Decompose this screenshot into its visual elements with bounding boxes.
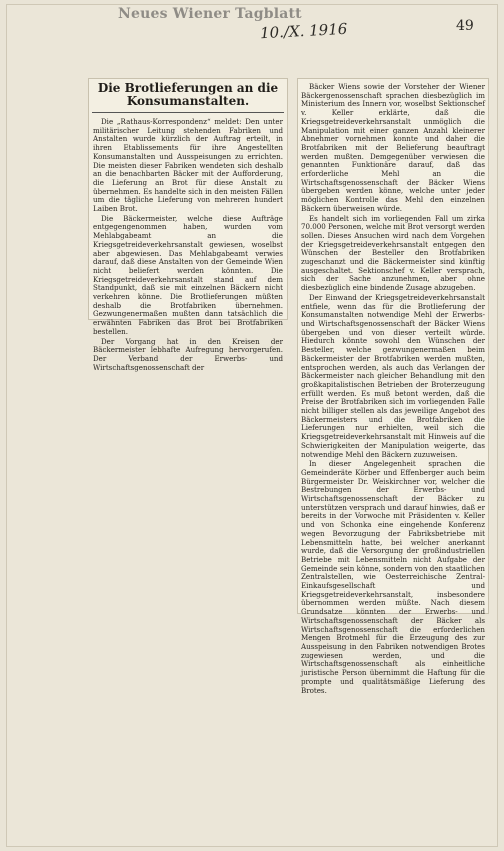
right-paragraph: Der Einwand der Kriegsgetreideverkehrsanstalt entfiele, wenn das für die Brotlieferung der Konsumanstalten notwendige Mehl der Erwerbs- und Wirtschaftsgenossenschaft der Bäcker Wiens übergeben und von dieser verteilt würde. Hiedurch könnte sowohl den Wünschen der Besteller, welche gezwungenermaßen beim Bäckermeister der Brotfabriken werden mußten, entsprochen werden, als auch das Verlangen der Bäckermeister nach gleicher Behandlung mit den großkapitalistischen Betrieben der Broterzeugung erfüllt werden. Es muß betont werden, daß die Preise der Brotfabriken sich im vorliegenden Falle nicht billiger stellen als das jeweilige Angebot des Bäckermeisters und die Brotfabriken die Lieferungen nur erhielten, weil sich die Kriegsgetreideverkehrsanstalt mit Hinweis auf die Schwierigkeiten der Manipulation weigerte, das notwendige Mehl den Bäckern zuzuweisen. bbox=[301, 292, 485, 459]
handwritten-date: 10./X. 1916 bbox=[259, 19, 348, 43]
left-paragraph: Der Vorgang hat in den Kreisen der Bäckermeister lebhafte Aufregung hervorgerufen. Der Verband der Erwerbs- und Wirtschaftsgenossenschaft der bbox=[93, 336, 283, 372]
right-paragraph: Es handelt sich im vorliegenden Fall um zirka 70.000 Personen, welche mit Brot versorgt werden sollen. Dieses Ansuchen wird nach dem Vorgehen der Kriegsgetreideverkehrsanstalt entgegen den Wünschen der Besteller den Brotfabriken zugeschanzt und die Bäckermeister sind künftig ausgeschaltet. Sektionschef v. Keller versprach, sich der Sache anzunehmen, aber ohne diesbezüglich eine bindende Zusage abzugeben. bbox=[301, 213, 486, 293]
right-paragraph: Bäcker Wiens sowie der Vorsteher der Wiener Bäckergenossenschaft sprachen diesbezüglich im Ministerium des Innern vor, woselbst Sektionschef v. Keller erklärte, daß die Kriegsgetreideverkehrsanstalt unmöglich die Manipulation mit einer ganzen Anzahl kleinerer Abnehmer vornehmen konnte und daher die Brotfabriken mit der Belieferung beauftragt werden mußten. Demgegenüber verwiesen die genannten Funktionäre darauf, daß das erforderliche Mehl an die Wirtschaftsgenossenschaft der Bäcker Wiens übergeben werden könne, welche unter jeder möglichen Kontrolle das Mehl den einzelnen Bäckern überweisen würde. bbox=[301, 82, 485, 213]
right-column bbox=[301, 82, 486, 695]
right-paragraph: In dieser Angelegenheit sprachen die Gemeinderäte Körber und Effenberger auch beim Bürgermeister Dr. Weiskirchner vor, welcher die Bestrebungen der Erwerbs- und Wirtschaftsgenossenschaft der Bäcker zu unterstützen versprach und darauf hinwies, daß er bereits in der Vorwoche mit Präsidenten v. Keller und von Schonka eine eingehende Konferenz wegen Bevorzugung der Fabriksbetriebe mit Lebensmitteln hatte, bei welcher anerkannt wurde, daß die Versorgung der großindustriellen Betriebe mit Lebensmitteln nicht Aufgabe der Gemeinde sein könne, sondern von den staatlichen Zentralstellen, wie Oesterreichische Zentral-Einkaufsgesellschaft und Kriegsgetreideverkehrsanstalt, insbesondere übernommen werden müßte. Nach diesem Grundsatze könnten der Erwerbs- und Wirtschaftsgenossenschaft der Bäcker als Wirtschaftsgenossenschaft die erforderlichen Mengen Brotmehl für die Erzeugung des zur Ausspeisung in den Fabriken notwendigen Brotes zugewiesen werden, und die Wirtschaftsgenossenschaft als einheitliche juristische Person übernimmt die Haftung für die prompte und qualitätsmäßige Lieferung des Brotes. bbox=[301, 459, 485, 695]
left-paragraph: Die Bäckermeister, welche diese Aufträge entgegengenommen haben, wurden vom Mehlabgabeamt an die Kriegsgetreideverkehrsanstalt gewiesen, woselbst aber abgewiesen. Das Mehlabgabeamt verwies darauf, daß diese Anstalten von der Gemeinde Wien nicht beliefert werden könnten. Die Kriegsgetreideverkehrsanstalt stand auf dem Standpunkt, daß sie mit einzelnen Bäckern nicht verkehren könne. Die Brotlieferungen müßten deshalb die Brotfabriken übernehmen. Gezwungenermaßen mußten dann tatsächlich die erwähnten Fabriken das Brot bei Brotfabriken bestellen. bbox=[93, 213, 283, 336]
title-divider bbox=[92, 112, 284, 113]
left-column bbox=[93, 117, 283, 372]
page-number: 49 bbox=[456, 18, 474, 34]
article-title: Die Brotlieferungen an die Konsumanstalten. bbox=[97, 81, 279, 108]
newspaper-name: Neues Wiener Tagblatt bbox=[118, 6, 302, 22]
left-paragraph: Die „Rathaus-Korrespondenz“ meldet: Den unter militärischer Leitung stehenden Fabriken und Anstalten wurde kürzlich der Auftrag erteilt, in ihren Etablissements für ihre Angestellten Konsumanstalten und Ausspeisungen zu errichten. Die meisten dieser Fabriken wendeten sich deshalb an die benachbarten Bäcker mit der Aufforderung, die Lieferung an Brot für diese Anstalt zu übernehmen. Es handelte sich in den meisten Fällen um die tägliche Lieferung von mehreren hundert Laiben Brot. bbox=[93, 117, 283, 214]
